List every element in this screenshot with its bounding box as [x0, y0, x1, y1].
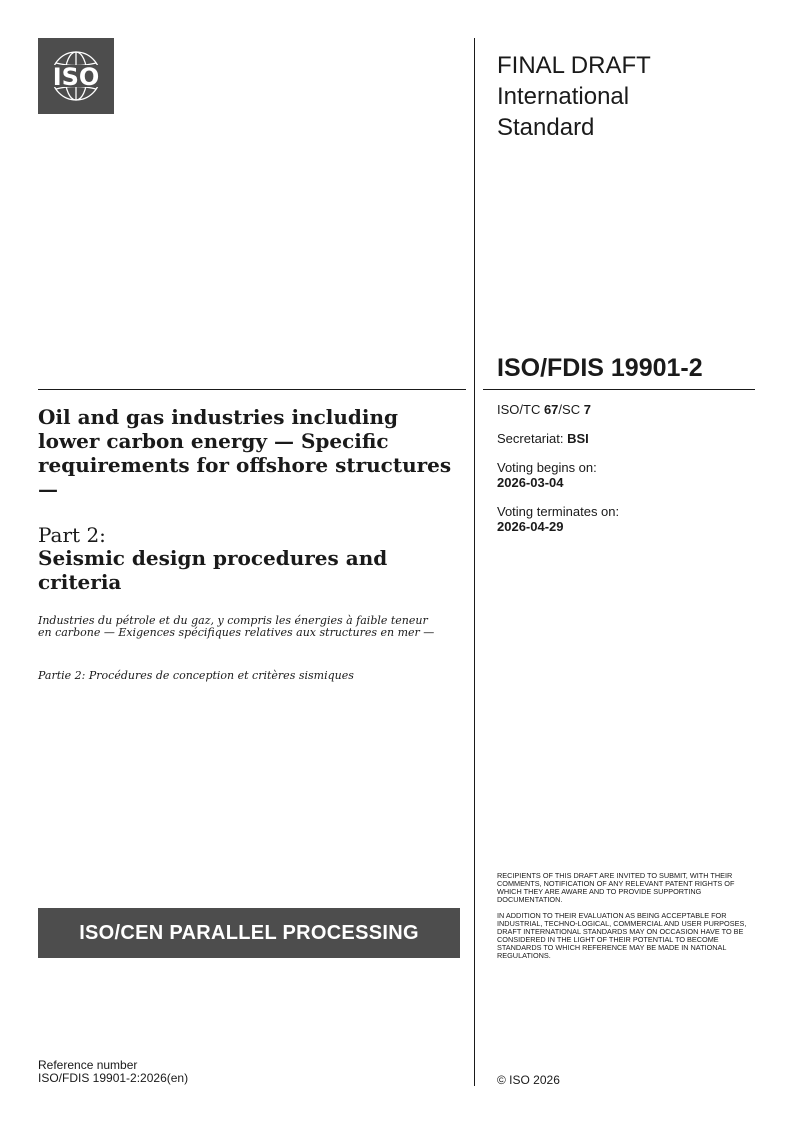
- sc-prefix: /SC: [558, 402, 584, 417]
- tc-number: 67: [543, 402, 559, 417]
- stage-line-2: International: [497, 83, 630, 110]
- notice-paragraph-1: RECIPIENTS OF THIS DRAFT ARE INVITED TO SUBMIT, WITH THEIR COMMENTS, NOTIFICATION OF ANY RELEVANT PATENT RIGHTS OF WHICH THEY ARE AWARE AND TO PROVIDE SUPPORTING DOCUMENTATION.: [497, 871, 735, 904]
- secretariat-value: BSI: [567, 431, 589, 446]
- reference-number-value: ISO/FDIS 19901-2:2026(en): [38, 1071, 189, 1085]
- voting-ends-block: [497, 504, 619, 534]
- secretariat-label: Secretariat:: [497, 431, 568, 446]
- part-title: Seismic design procedures and criteria: [38, 546, 388, 594]
- sc-number: 7: [583, 402, 591, 417]
- french-part-title: Partie 2: Procédures de conception et critères sismiques: [38, 669, 354, 682]
- french-title: Industries du pétrole et du gaz, y compris les énergies à faible teneur en carbone — Exigences spécifiques relatives aux structures en mer —: [38, 614, 435, 639]
- secretariat-line: [497, 431, 589, 446]
- document-id: ISO/FDIS 19901-2: [497, 354, 703, 382]
- committee-line: [497, 402, 591, 417]
- voting-begins-block: [497, 460, 597, 490]
- notice-paragraph-2: IN ADDITION TO THEIR EVALUATION AS BEING ACCEPTABLE FOR INDUSTRIAL, TECHNO-LOGICAL, COMMERCIAL AND USER PURPOSES, DRAFT INTERNATIONAL STANDARDS MAY ON OCCASION HAVE TO BE CONSIDERED IN THE LIGHT OF THEIR POTENTIAL TO BECOME STANDARDS TO WHICH REFERENCE MAY BE MADE IN NATIONAL REGULATIONS.: [497, 911, 747, 960]
- reference-number-label: Reference number: [38, 1058, 138, 1072]
- voting-begins-label: Voting begins on:: [497, 460, 597, 475]
- iso-globe-icon: [38, 38, 114, 114]
- right-horizontal-divider: [483, 389, 755, 390]
- left-horizontal-divider: [38, 389, 466, 390]
- iso-logo-text: ISO: [52, 63, 100, 91]
- stage-line-3: Standard: [497, 114, 595, 141]
- english-title: Oil and gas industries including lower carbon energy — Specific requirements for offshore structures —: [38, 405, 452, 501]
- voting-begins-date: 2026-03-04: [497, 475, 564, 490]
- committee-prefix: ISO/TC: [497, 402, 544, 417]
- vertical-divider: [474, 38, 475, 1086]
- voting-ends-label: Voting terminates on:: [497, 504, 620, 519]
- stage-line-1: FINAL DRAFT: [497, 52, 651, 79]
- parallel-processing-banner: ISO/CEN PARALLEL PROCESSING: [38, 908, 460, 958]
- document-stage-heading: [497, 50, 651, 143]
- part-label: Part 2:: [38, 523, 106, 547]
- copyright-notice: © ISO 2026: [497, 1073, 560, 1087]
- voting-ends-date: 2026-04-29: [497, 519, 564, 534]
- iso-logo: [38, 38, 114, 114]
